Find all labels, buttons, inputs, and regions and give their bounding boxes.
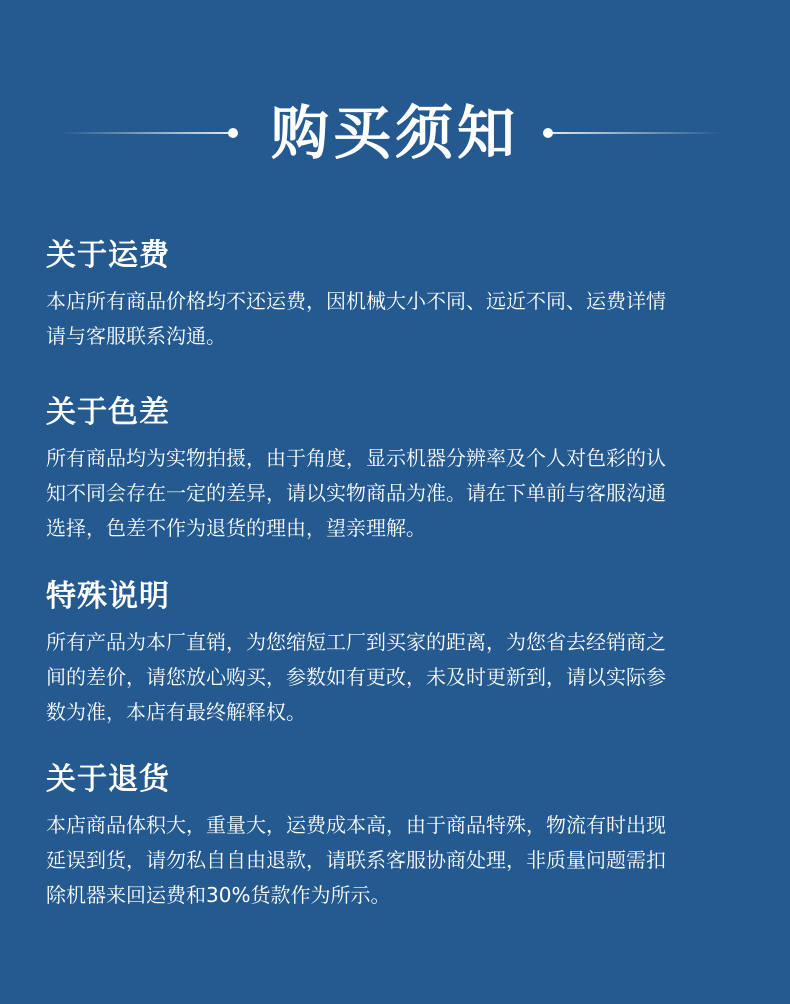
section-body: 本店商品体积大，重量大，运费成本高，由于商品特殊，物流有时出现 延误到货，请勿私自自由退款，请联系客服协商处理，非质量问题需扣 除机器来回运费和30%货款作为所示。 xyxy=(46,813,666,907)
section-body: 本店所有商品价格均不还运费，因机械大小不同、远近不同、运费详情 请与客服联系沟通。 xyxy=(46,289,666,348)
section-heading: 特殊说明 xyxy=(46,579,170,614)
section-heading: 关于运费 xyxy=(46,238,170,273)
right-decorative-line xyxy=(552,132,722,134)
title-row xyxy=(0,93,790,173)
page-title: 购买须知 xyxy=(270,99,519,167)
section-heading: 关于色差 xyxy=(46,395,170,430)
section-returns xyxy=(46,760,756,913)
section-shipping xyxy=(46,236,756,354)
section-color-difference xyxy=(46,393,756,546)
section-special-notes xyxy=(46,577,756,730)
section-heading: 关于退货 xyxy=(46,762,170,797)
section-body: 所有商品均为实物拍摄，由于角度，显示机器分辨率及个人对色彩的认 知不同会存在一定的差异，请以实物商品为准。请在下单前与客服沟通 选择，色差不作为退货的理由，望亲理解。 xyxy=(46,446,666,540)
section-body: 所有产品为本厂直销，为您缩短工厂到买家的距离，为您省去经销商之 间的差价，请您放心购买，参数如有更改，未及时更新到，请以实际参 数为准，本店有最终解释权。 xyxy=(46,630,666,724)
